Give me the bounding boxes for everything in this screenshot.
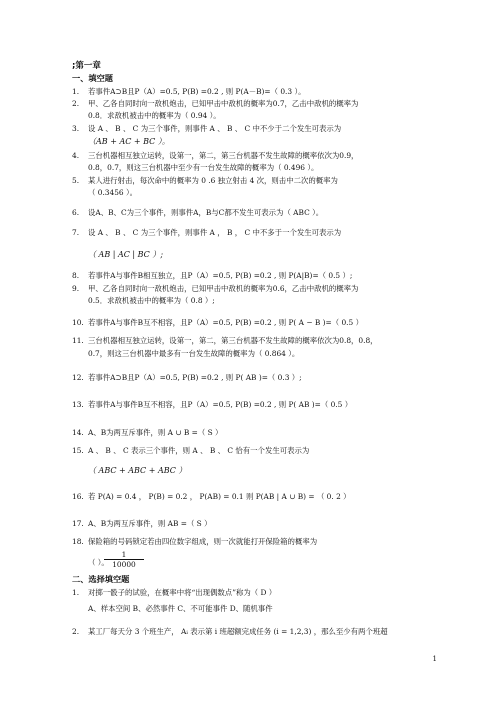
question-line: 8. 若事件A与事件B相互独立，且P（A）=0.5, P(B) =0.2 , 则 P(A|B)=（ 0.5 ）; — [72, 271, 353, 280]
fraction-denominator: 10000 — [112, 560, 136, 569]
question-line: 3. 设 A 、 B 、 C 为三个事件，则事件 A 、 B 、 C 中不少于二个发生可表示为 — [72, 124, 342, 133]
probability-fraction — [104, 550, 144, 569]
question-line: 16. 若 P(A) = 0.4 ， P(B) = 0.2 ， P(AB) = 0.1 则 P(AB | A ∪ B) = （ 0. 2 ） — [72, 492, 351, 501]
question-line: 14. A、B为两互斥事件，则 A ∪ B =（ S ） — [72, 428, 223, 437]
question-line: 2. 甲、乙各自同时向一敌机炮击，已知甲击中敌机的概率为0.7，乙击中敌机的概率为 — [72, 99, 359, 108]
question-line: 12. 若事件A⊃B且P（A）=0.5, P(B) =0.2 , 则 P( AB )=（ 0.3 ）; — [72, 373, 302, 382]
question-line: （ ABC + ABC + ABC ） — [88, 466, 187, 475]
question-line: 11. 三台机器相互独立运转，设第一，第二，第三台机器不发生故障的概率依次为0.8，0.8， — [72, 336, 378, 345]
question-line: （ ）。 — [88, 558, 109, 567]
section-fill-blank: 一、填空题 — [72, 73, 113, 83]
chapter-heading: ;第一章 — [72, 61, 101, 71]
question-line: 4. 三台机器相互独立运转，设第一，第二，第三台机器不发生故障的概率依次为0.9， — [72, 151, 359, 160]
question-line: 6. 设A、B、C为三个事件，则事件A，B与C都不发生可表示为（ ABC ）。 — [72, 208, 324, 217]
question-line: （ AB | AC | BC ）; — [88, 250, 164, 259]
choice-options: A、样本空间 B、必然事件 C、不可能事件 D、随机事件 — [88, 604, 273, 613]
question-line: 17. A、B为两互斥事件，则 AB =（ S ） — [72, 519, 212, 528]
section-multiple-choice: 二、选择填空题 — [72, 574, 130, 584]
fraction-numerator: 1 — [104, 550, 144, 560]
question-line: 7. 设 A 、 B 、 C 为三个事件，则事件 A ， B ， C 中不多于一个发生可表示为 — [72, 228, 342, 237]
question-line: （AB + AC + BC ）。 — [88, 137, 170, 146]
question-line: 0.7，则这三台机器中最多有一台发生故障的概率为（ 0.864 ）。 — [88, 349, 300, 358]
question-line: 1. 对掷一骰子的试验，在概率中将“出现偶数点”称为（ D ） — [72, 588, 277, 597]
question-line: 5. 某人进行射击，每次命中的概率为 0 .6 独立射击 4 次，则击中二次的概率为 — [72, 176, 338, 185]
question-line: 18. 保险箱的号码锁定若由四位数字组成，则一次就能打开保险箱的概率为 — [72, 537, 318, 546]
page-number: 1 — [432, 655, 437, 663]
question-line: 13. 若事件A与事件B互不相容，且P（A）=0.5, P(B) =0.2 , 则 P( AB )=（ 0.5 ） — [72, 400, 353, 409]
question-line: 0.5．求敌机被击中的概率为（ 0.8 ）; — [88, 296, 215, 305]
question-line: 9. 甲、乙各自同时向一敌机炮击，已知甲击中敌机的概率为0.6，乙击中敌机的概率为 — [72, 284, 359, 293]
question-line: 1. 若事件A⊃B且P（A）=0.5, P(B) =0.2 , 则 P(A－B)=（ 0.3 ）。 — [72, 87, 306, 96]
question-line: 10. 若事件A与事件B互不相容，且P（A）=0.5, P(B) =0.2 , 则 P( A − B )=（ 0.5 ） — [72, 318, 363, 327]
question-line: 15. A 、 B 、 C 表示三个事件，则 A 、 B 、 C 恰有一个发生可表示为 — [72, 446, 310, 455]
question-line: （ 0.3456 ）。 — [88, 188, 138, 197]
question-line: 0.8，0.7，则这三台机器中至少有一台发生故障的概率为（ 0.496 ）。 — [88, 163, 319, 172]
question-line: 2. 某工厂每天分 3 个班生产， Aᵢ 表示第 i 班超额完成任务 (i = 1,2,3) ，那么至少有两个班超 — [72, 627, 388, 636]
question-line: 0.8．求敌机被击中的概率为（ 0.94 ）。 — [88, 111, 221, 120]
